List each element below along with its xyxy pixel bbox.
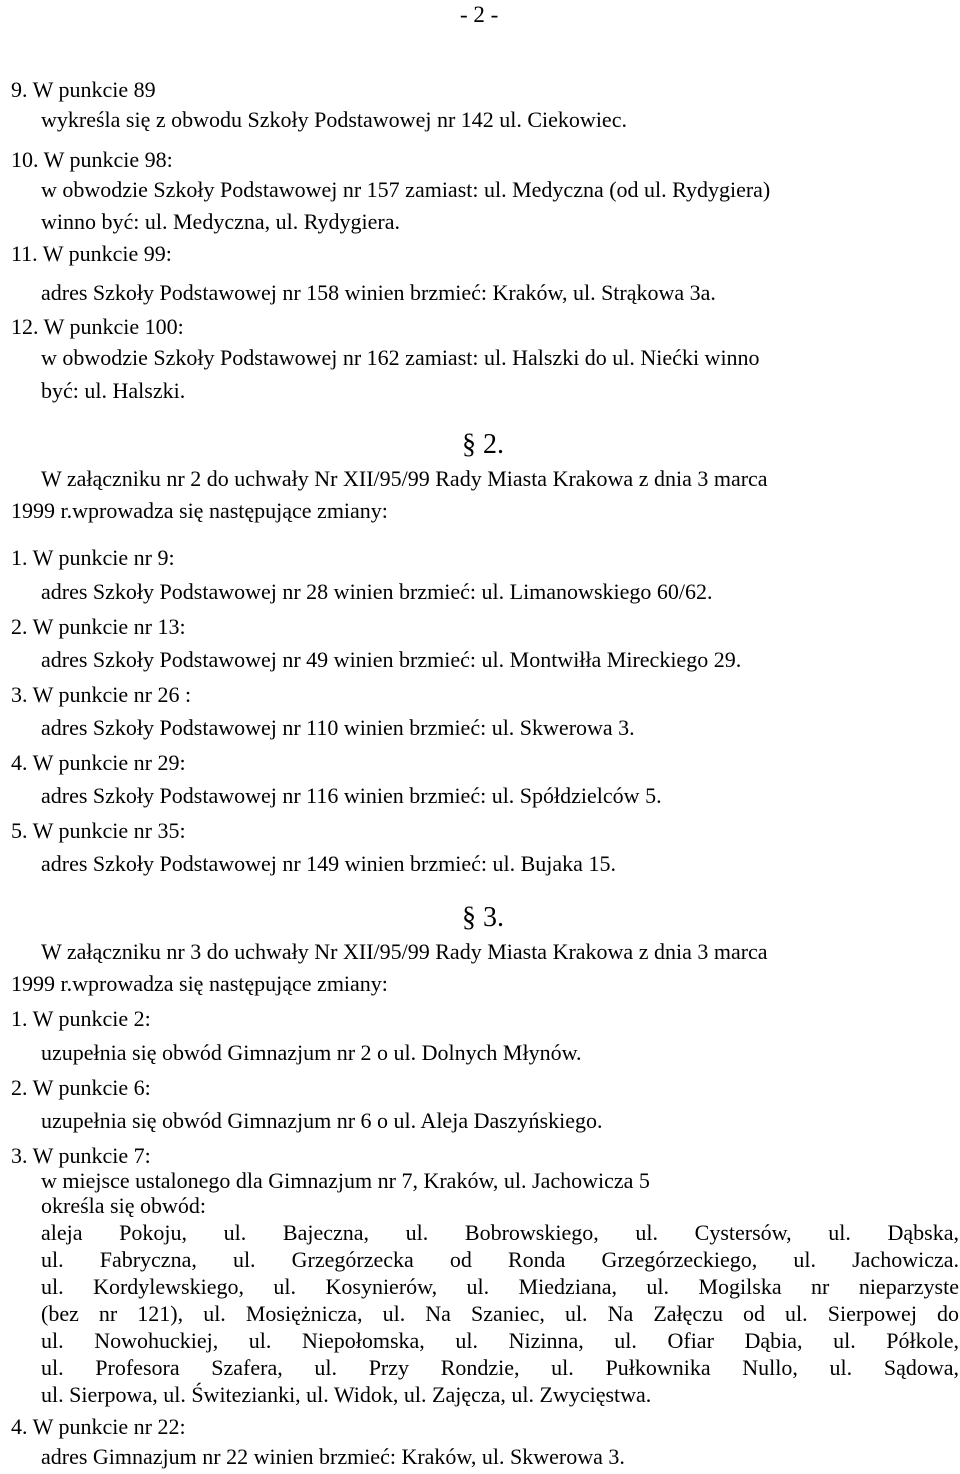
list-item-body: określa się obwód: <box>41 1193 206 1218</box>
list-item-body: uzupełnia się obwód Gimnazjum nr 2 o ul. Dolnych Młynów. <box>41 1040 582 1065</box>
list-item-heading: 9. W punkcie 89 <box>11 77 156 102</box>
street-list-line: ul. Nowohuckiej, ul. Niepołomska, ul. Nizinna, ul. Ofiar Dąbia, ul. Półkole, <box>41 1328 959 1353</box>
list-item-body: adres Szkoły Podstawowej nr 149 winien brzmieć: ul. Bujaka 15. <box>41 851 616 876</box>
section-intro: W załączniku nr 3 do uchwały Nr XII/95/99 Rady Miasta Krakowa z dnia 3 marca <box>41 939 768 964</box>
page-number: - 2 - <box>460 2 499 27</box>
list-item-heading: 1. W punkcie nr 9: <box>11 545 175 570</box>
list-item-heading: 2. W punkcie nr 13: <box>11 614 186 639</box>
street-list-line: ul. Fabryczna, ul. Grzegórzecka od Ronda Grzegórzeckiego, ul. Jachowicza. <box>41 1247 959 1272</box>
list-item-body: adres Szkoły Podstawowej nr 116 winien brzmieć: ul. Spółdzielców 5. <box>41 783 662 808</box>
list-item-heading: 12. W punkcie 100: <box>11 314 184 339</box>
street-list-line: (bez nr 121), ul. Mosiężnicza, ul. Na Szaniec, ul. Na Załęczu od ul. Sierpowej do <box>41 1301 959 1326</box>
list-item-body: winno być: ul. Medyczna, ul. Rydygiera. <box>41 209 400 234</box>
list-item-heading: 1. W punkcie 2: <box>11 1006 151 1031</box>
street-list-line: ul. Profesora Szafera, ul. Przy Rondzie, ul. Pułkownika Nullo, ul. Sądowa, <box>41 1355 959 1380</box>
section-symbol: § 3. <box>462 902 504 933</box>
list-item-body: adres Szkoły Podstawowej nr 49 winien brzmieć: ul. Montwiłła Mireckiego 29. <box>41 647 742 672</box>
list-item-heading: 2. W punkcie 6: <box>11 1075 151 1100</box>
section-symbol: § 2. <box>462 429 504 460</box>
section-intro: W załączniku nr 2 do uchwały Nr XII/95/99 Rady Miasta Krakowa z dnia 3 marca <box>41 466 768 491</box>
street-list-line: ul. Sierpowa, ul. Świtezianki, ul. Widok, ul. Zajęcza, ul. Zwycięstwa. <box>41 1382 652 1407</box>
list-item-heading: 5. W punkcie nr 35: <box>11 818 186 843</box>
list-item-heading: 3. W punkcie nr 26 : <box>11 682 192 707</box>
list-item-body: wykreśla się z obwodu Szkoły Podstawowej nr 142 ul. Ciekowiec. <box>41 107 627 132</box>
section-intro-continued: 1999 r.wprowadza się następujące zmiany: <box>11 971 388 996</box>
list-item-body: adres Szkoły Podstawowej nr 28 winien brzmieć: ul. Limanowskiego 60/62. <box>41 579 713 604</box>
section-intro-continued: 1999 r.wprowadza się następujące zmiany: <box>11 498 388 523</box>
list-item-heading: 4. W punkcie nr 22: <box>11 1414 186 1439</box>
list-item-body: uzupełnia się obwód Gimnazjum nr 6 o ul. Aleja Daszyńskiego. <box>41 1108 603 1133</box>
list-item-body: adres Szkoły Podstawowej nr 158 winien brzmieć: Kraków, ul. Strąkowa 3a. <box>41 280 716 305</box>
list-item-body: adres Szkoły Podstawowej nr 110 winien brzmieć: ul. Skwerowa 3. <box>41 715 635 740</box>
list-item-heading: 4. W punkcie nr 29: <box>11 750 186 775</box>
street-list-line: aleja Pokoju, ul. Bajeczna, ul. Bobrowskiego, ul. Cystersów, ul. Dąbska, <box>41 1220 959 1245</box>
street-list-line: ul. Kordylewskiego, ul. Kosynierów, ul. Miedziana, ul. Mogilska nr nieparzyste <box>41 1274 959 1299</box>
list-item-body: być: ul. Halszki. <box>41 378 186 403</box>
list-item-heading: 10. W punkcie 98: <box>11 147 173 172</box>
list-item-body: w miejsce ustalonego dla Gimnazjum nr 7, Kraków, ul. Jachowicza 5 <box>41 1168 650 1193</box>
list-item-heading: 3. W punkcie 7: <box>11 1143 151 1168</box>
list-item-body: w obwodzie Szkoły Podstawowej nr 157 zamiast: ul. Medyczna (od ul. Rydygiera) <box>41 177 771 202</box>
list-item-heading: 11. W punkcie 99: <box>11 241 172 266</box>
list-item-body: adres Gimnazjum nr 22 winien brzmieć: Kraków, ul. Skwerowa 3. <box>41 1444 625 1469</box>
list-item-body: w obwodzie Szkoły Podstawowej nr 162 zamiast: ul. Halszki do ul. Niećki winno <box>41 345 760 370</box>
